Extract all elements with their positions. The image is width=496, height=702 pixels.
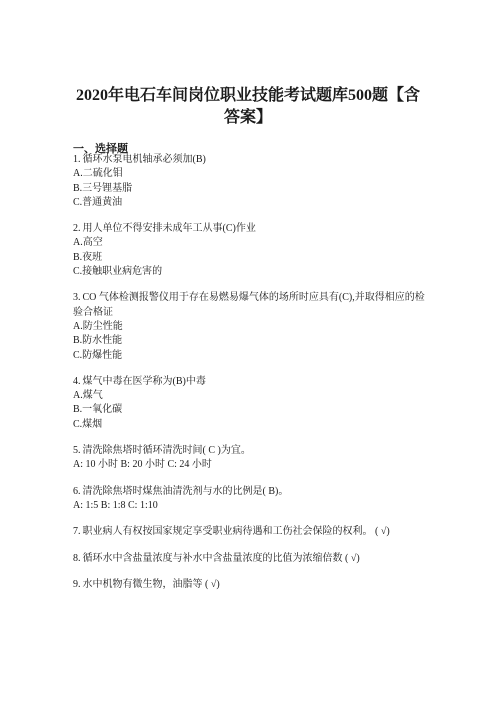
answer-option: A: 1:5 B: 1:8 C: 1:10 xyxy=(73,499,158,511)
question-stem xyxy=(73,291,425,320)
question-item xyxy=(73,444,425,473)
question-stem xyxy=(73,485,425,499)
question-number: 2. xyxy=(73,223,81,235)
question-item xyxy=(73,552,425,566)
question-text: 水中机物有微生物，油脂等 ( √) xyxy=(82,578,220,590)
question-number: 7. xyxy=(73,526,81,538)
title-line-1: 2020年电石车间岗位职业技能考试题库500题【含 xyxy=(75,87,420,104)
question-text: CO 气体检测报警仪用于存在易燃易爆气体的场所时应具有(C),并取得相应的检验合格证 xyxy=(73,292,425,318)
question-text: 清洗除焦塔时循环清洗时间( C )为宜。 xyxy=(82,445,251,457)
question-stem xyxy=(73,578,425,592)
answer-option: A: 10 小时 B: 20 小时 C: 24 小时 xyxy=(73,459,212,471)
question-item xyxy=(73,153,425,210)
question-text: 循环水中含盐量浓度与补水中含盐量浓度的比值为浓缩倍数 ( √) xyxy=(82,552,360,564)
answer-option: C.防爆性能 xyxy=(73,349,123,361)
question-item xyxy=(73,375,425,432)
question-text: 职业病人有权按国家规定享受职业病待遇和工伤社会保险的权利。 ( √) xyxy=(82,526,390,538)
question-stem xyxy=(73,153,425,167)
question-stem xyxy=(73,525,425,539)
question-item xyxy=(73,578,425,592)
answer-option: C.接触职业病危害的 xyxy=(73,266,163,278)
question-stem xyxy=(73,375,425,389)
question-stem xyxy=(73,444,425,458)
question-number: 5. xyxy=(73,445,81,457)
section-heading: 一、选择题 xyxy=(73,143,128,155)
answer-option: A.高空 xyxy=(73,237,103,249)
question-number: 4. xyxy=(73,375,81,387)
document-title xyxy=(60,85,436,129)
question-number: 9. xyxy=(73,578,81,590)
answer-option: B.防水性能 xyxy=(73,335,123,347)
answer-option: A.二硫化钼 xyxy=(73,168,123,180)
answer-option: B.夜班 xyxy=(73,251,103,263)
question-item xyxy=(73,485,425,514)
question-number: 8. xyxy=(73,552,81,564)
answer-option: A.防尘性能 xyxy=(73,320,123,332)
title-line-2: 答案】 xyxy=(223,109,272,126)
question-list xyxy=(73,153,425,604)
question-stem xyxy=(73,222,425,236)
answer-option: B.一氧化碳 xyxy=(73,404,123,416)
question-number: 3. xyxy=(73,292,81,304)
answer-option: A.煤气 xyxy=(73,390,103,402)
answer-option: B.三号锂基脂 xyxy=(73,182,133,194)
question-text: 清洗除焦塔时煤焦油清洗剂与水的比例是( B)。 xyxy=(82,485,289,497)
question-text: 循环水泵电机轴承必须加(B) xyxy=(82,154,206,165)
question-stem xyxy=(73,552,425,566)
question-text: 煤气中毒在医学称为(B)中毒 xyxy=(82,375,206,387)
answer-option: C.普通黄油 xyxy=(73,196,123,208)
question-item xyxy=(73,222,425,279)
question-item xyxy=(73,525,425,539)
question-item xyxy=(73,291,425,362)
question-text: 用人单位不得安排未成年工从事(C)作业 xyxy=(82,223,256,235)
question-number: 1. xyxy=(73,154,81,165)
answer-option: C.煤烟 xyxy=(73,418,103,430)
question-number: 6. xyxy=(73,485,81,497)
